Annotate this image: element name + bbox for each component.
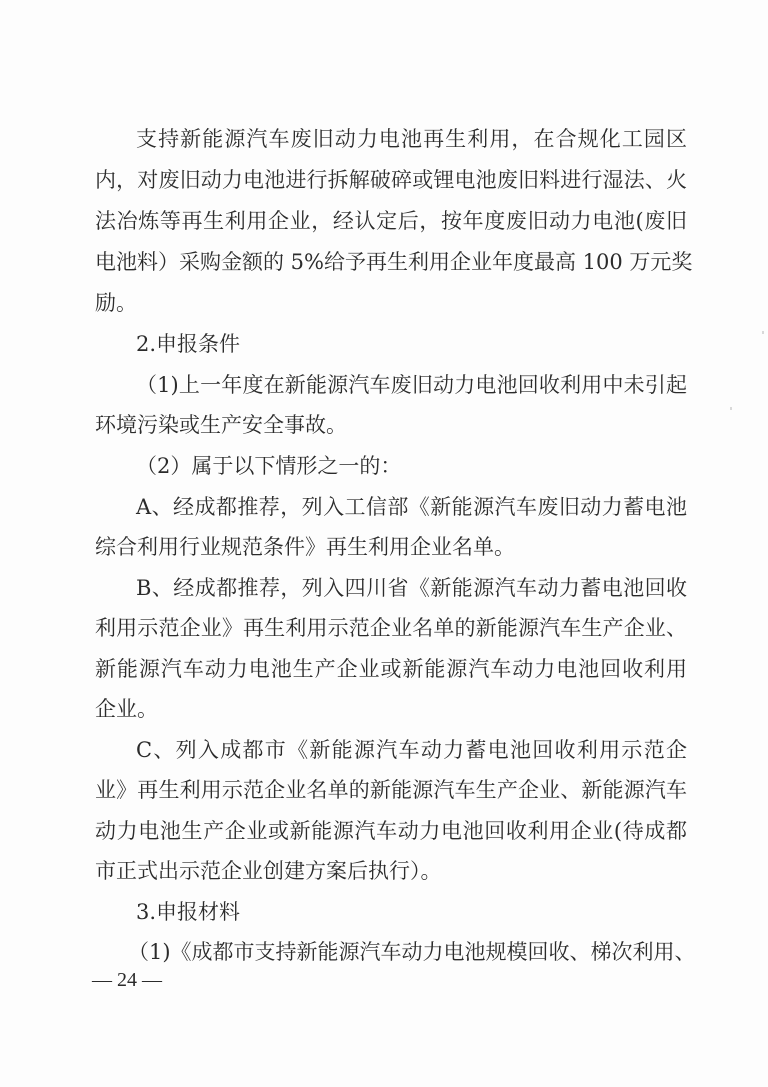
paragraph-line: A、经成都推荐，列入工信部《新能源汽车废旧动力蓄电池 [136,495,687,519]
paragraph-line: 企业。 [95,697,158,721]
scan-speck [762,331,764,334]
paragraph-line: 新能源汽车动力电池生产企业或新能源汽车动力电池回收利用 [95,657,687,681]
paragraph-line: 励。 [95,291,137,315]
paragraph-line: 市正式出示范企业创建方案后执行）。 [95,859,442,883]
paragraph-line: 法冶炼等再生利用企业，经认定后，按年度废旧动力电池(废旧 [95,209,687,233]
paragraph-line: 内，对废旧动力电池进行拆解破碎或锂电池废旧料进行湿法、火 [95,168,687,192]
paragraph-line: C、列入成都市《新能源汽车动力蓄电池回收利用示范企 [136,738,687,762]
paragraph-line: 支持新能源汽车废旧动力电池再生利用，在合规化工园区 [136,127,687,151]
section-heading-application-conditions: 2.申报条件 [136,332,241,356]
paragraph-line: B、经成都推荐，列入四川省《新能源汽车动力蓄电池回收 [136,576,687,600]
paragraph-line: 电池料）采购金额的 5%给予再生利用企业年度最高 100 万元奖 [95,250,693,274]
scan-speck [730,407,732,410]
paragraph-line: 业》再生利用示范企业名单的新能源汽车生产企业、新能源汽车 [95,778,687,802]
paragraph-line: （1)《成都市支持新能源汽车动力电池规模回收、梯次利用、 [128,940,696,964]
paragraph-line: 利用示范企业》再生利用示范企业名单的新能源汽车生产企业、 [95,616,687,640]
section-heading-application-materials: 3.申报材料 [136,900,241,924]
page-number: — 24 — [92,969,162,991]
paragraph-line: （1)上一年度在新能源汽车废旧动力电池回收利用中未引起 [136,373,687,397]
paragraph-line: 综合利用行业规范条件》再生利用企业名单。 [95,535,515,559]
paragraph-line: 环境污染或生产安全事故。 [95,413,347,437]
paragraph-line: （2）属于以下情形之一的： [136,454,402,478]
paragraph-line: 动力电池生产企业或新能源汽车动力电池回收利用企业(待成都 [95,819,687,843]
